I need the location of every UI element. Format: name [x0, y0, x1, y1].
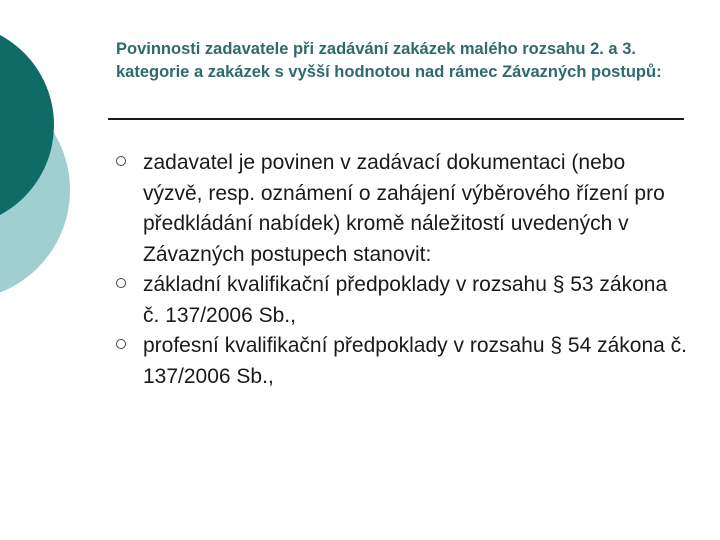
title-divider [108, 118, 684, 120]
bullet-text: profesní kvalifikační předpoklady v rozsahu § 54 zákona č. 137/2006 Sb., [143, 334, 687, 388]
bullet-item-2 [0, 270, 688, 331]
bullet-item-1 [0, 148, 688, 270]
bullet-text: zadavatel je povinen v zadávací dokumentaci (nebo výzvě, resp. oznámení o zahájení výběrového řízení pro předkládání nabídek) kromě náležitostí uvedených v Závazných postupech stanovit: [143, 151, 665, 266]
bullet-circle-icon [116, 278, 126, 288]
bullet-item-3 [0, 331, 688, 392]
slide-title: Povinnosti zadavatele při zadávání zakázek malého rozsahu 2. a 3. kategorie a zakázek s vyšší hodnotou nad rámec Závazných postupů: [116, 40, 662, 81]
bullet-circle-icon [116, 156, 126, 166]
bullet-text: základní kvalifikační předpoklady v rozsahu § 53 zákona č. 137/2006 Sb., [143, 273, 668, 327]
bullet-circle-icon [116, 339, 126, 349]
bullet-list [0, 148, 720, 392]
